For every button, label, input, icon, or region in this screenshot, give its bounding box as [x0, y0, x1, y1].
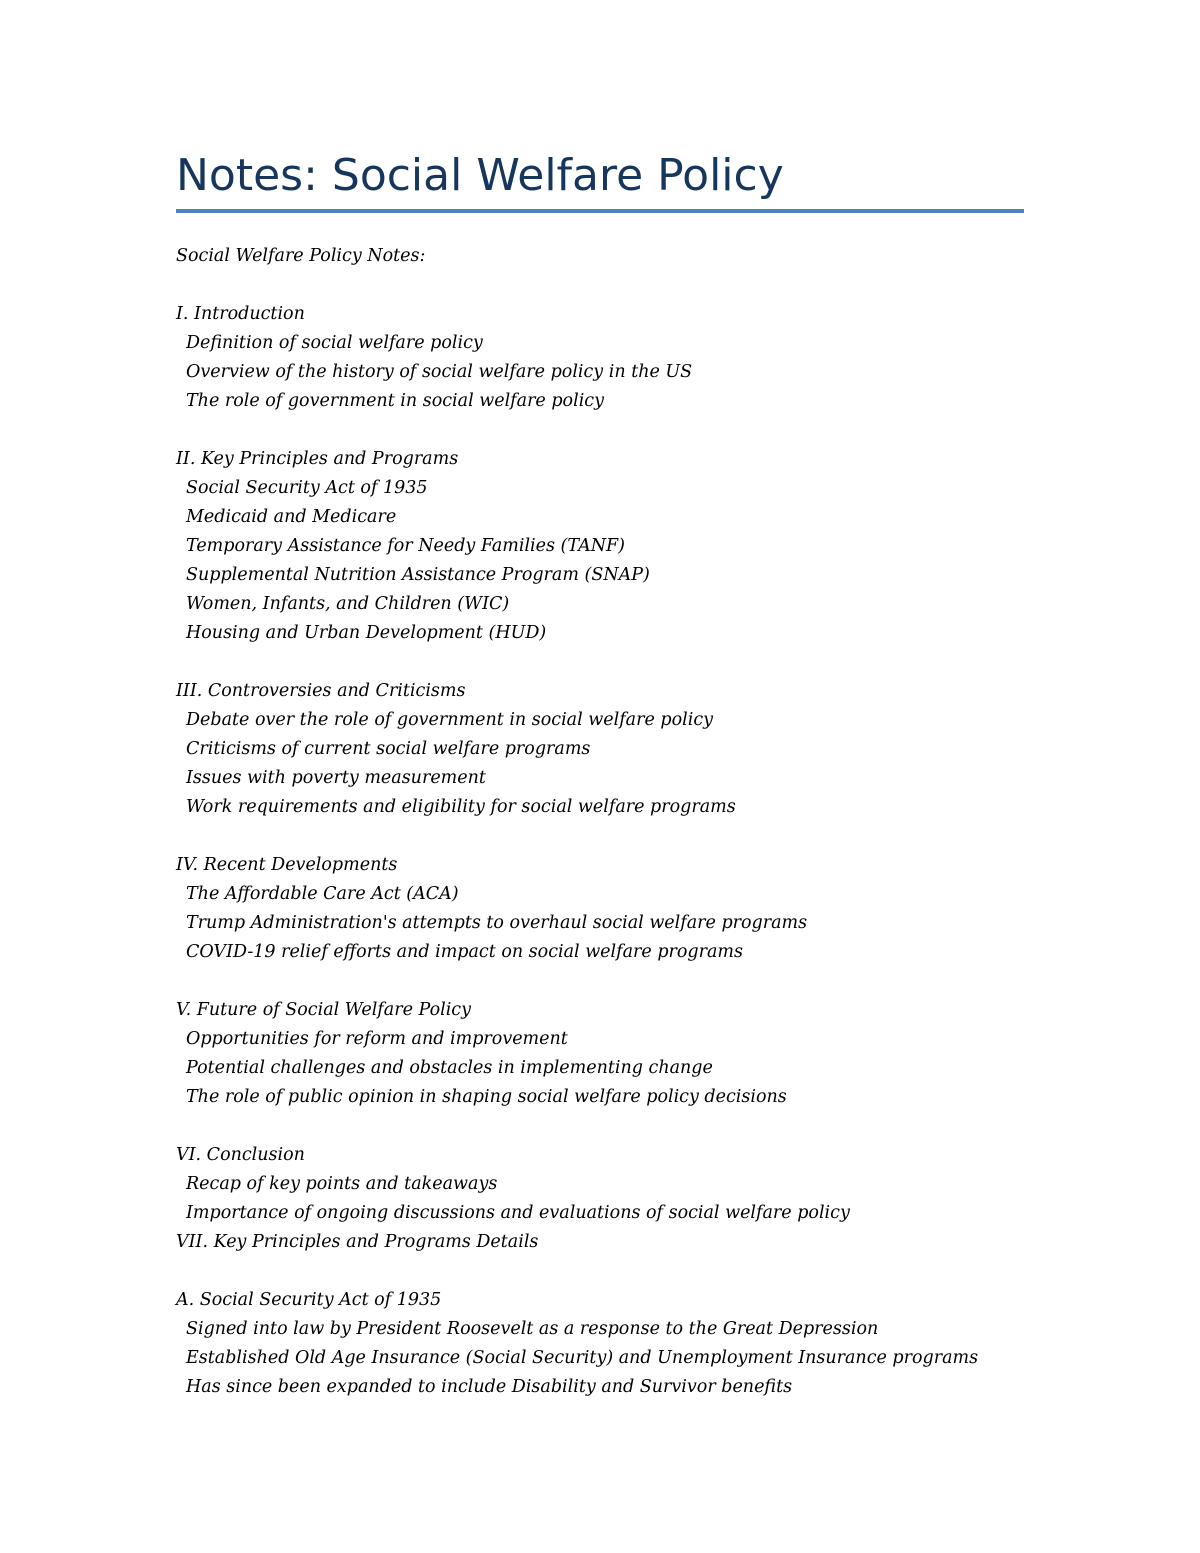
spacer [176, 648, 1036, 677]
section-future [176, 996, 1036, 1112]
intro-line: Social Welfare Policy Notes: [176, 246, 426, 266]
list-item: Debate over the role of government in social welfare policy [186, 710, 714, 730]
section-heading: II. Key Principles and Programs [176, 449, 459, 469]
section-introduction [176, 300, 1036, 416]
section-heading: I. Introduction [176, 304, 305, 324]
list-item: Trump Administration's attempts to overhaul social welfare programs [186, 913, 808, 933]
list-item: Importance of ongoing discussions and evaluations of social welfare policy [186, 1203, 850, 1223]
list-item: Women, Infants, and Children (WIC) [186, 594, 510, 614]
list-item: Temporary Assistance for Needy Families (TANF) [186, 536, 626, 556]
list-item: Supplemental Nutrition Assistance Program (SNAP) [186, 565, 650, 585]
list-item: Potential challenges and obstacles in implementing change [186, 1058, 713, 1078]
list-item: The role of government in social welfare policy [186, 391, 604, 411]
page-title: Notes: Social Welfare Policy [176, 150, 784, 201]
list-item: Signed into law by President Roosevelt as a response to the Great Depression [186, 1319, 879, 1339]
list-item: Recap of key points and takeaways [186, 1174, 498, 1194]
list-item: Criticisms of current social welfare programs [186, 739, 591, 759]
list-item: Housing and Urban Development (HUD) [186, 623, 547, 643]
section-heading: V. Future of Social Welfare Policy [176, 1000, 471, 1020]
document-body [176, 242, 1036, 1402]
section-recent-developments [176, 851, 1036, 967]
list-item: Issues with poverty measurement [186, 768, 486, 788]
spacer [176, 416, 1036, 445]
list-item: Overview of the history of social welfare policy in the US [186, 362, 693, 382]
section-social-security [176, 1286, 1036, 1402]
list-item: The role of public opinion in shaping social welfare policy decisions [186, 1087, 787, 1107]
spacer [176, 1112, 1036, 1141]
section-heading: VII. Key Principles and Programs Details [176, 1232, 539, 1252]
list-item: The Affordable Care Act (ACA) [186, 884, 459, 904]
spacer [176, 967, 1036, 996]
section-conclusion [176, 1141, 1036, 1228]
spacer [176, 1257, 1036, 1286]
list-item: Has since been expanded to include Disability and Survivor benefits [186, 1377, 793, 1397]
section-details [176, 1228, 1036, 1257]
spacer [176, 271, 1036, 300]
section-key-principles [176, 445, 1036, 648]
section-heading: IV. Recent Developments [176, 855, 398, 875]
section-heading: A. Social Security Act of 1935 [176, 1290, 442, 1310]
list-item: Medicaid and Medicare [186, 507, 397, 527]
spacer [176, 822, 1036, 851]
section-heading: VI. Conclusion [176, 1145, 305, 1165]
list-item: COVID-19 relief efforts and impact on social welfare programs [186, 942, 744, 962]
list-item: Social Security Act of 1935 [186, 478, 428, 498]
list-item: Definition of social welfare policy [186, 333, 483, 353]
list-item: Established Old Age Insurance (Social Security) and Unemployment Insurance programs [186, 1348, 979, 1368]
section-controversies [176, 677, 1036, 822]
title-underline [176, 209, 1024, 213]
section-heading: III. Controversies and Criticisms [176, 681, 466, 701]
list-item: Work requirements and eligibility for social welfare programs [186, 797, 736, 817]
list-item: Opportunities for reform and improvement [186, 1029, 568, 1049]
